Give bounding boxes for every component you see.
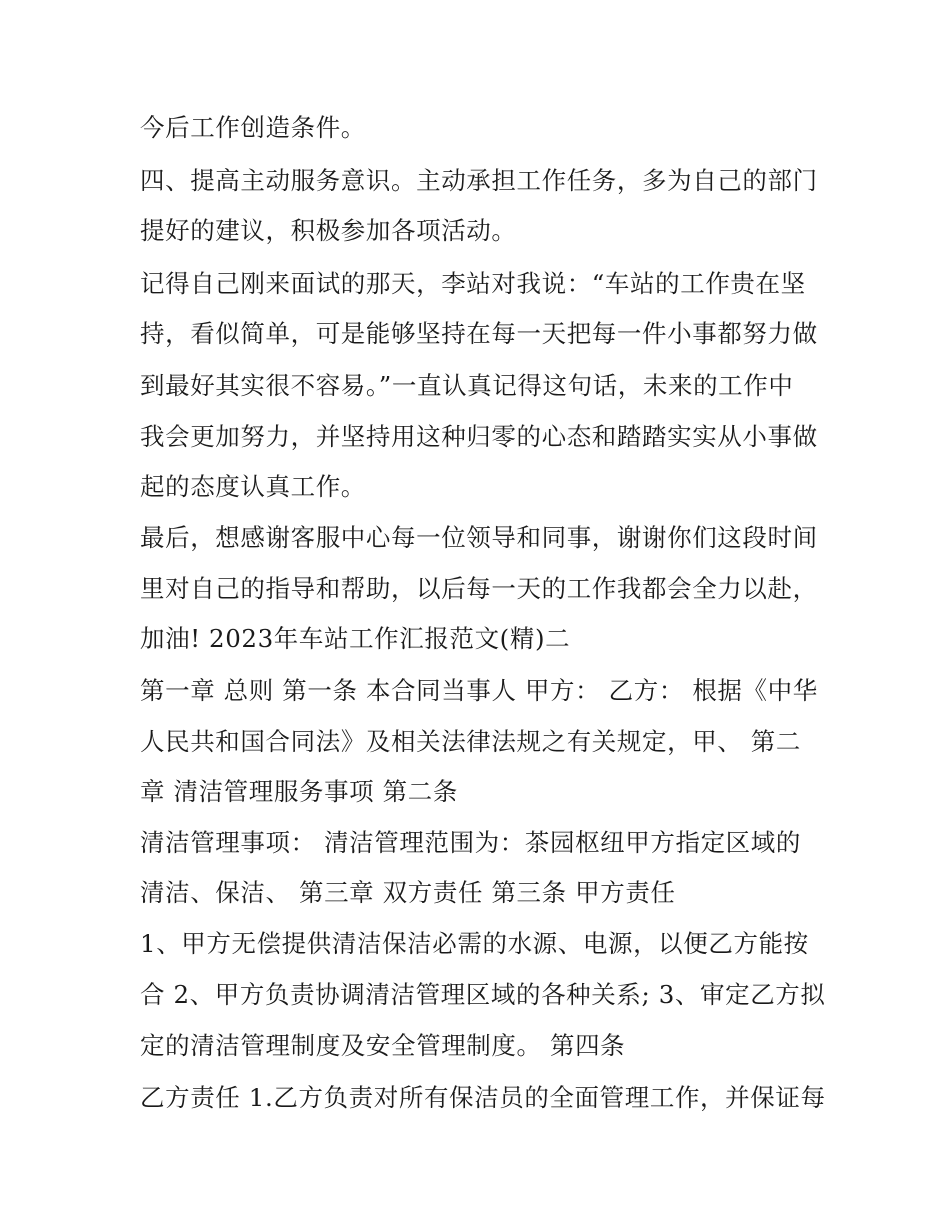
text-line: 定的清洁管理制度及安全管理制度。 第四条	[140, 1031, 626, 1060]
text-line: 清洁、保洁、 第三章 双方责任 第三条 甲方责任	[140, 878, 676, 907]
text-line: 提好的建议，积极参加各项活动。	[140, 216, 517, 245]
text-line: 持，看似简单，可是能够坚持在每一天把每一件小事都努力做	[140, 319, 818, 348]
text-line: 1、甲方无偿提供清洁保洁必需的水源、电源，以便乙方能按	[140, 929, 809, 958]
text-line: 人民共和国合同法》及相关法律法规之有关规定，甲、 第二	[140, 727, 801, 756]
text-line: 乙方责任 1.乙方负责对所有保洁员的全面管理工作，并保证每	[140, 1083, 826, 1112]
text-line: 我会更加努力，并坚持用这种归零的心态和踏踏实实从小事做	[140, 422, 818, 451]
text-line: 清洁管理事项： 清洁管理范围为：茶园枢纽甲方指定区域的	[140, 828, 801, 857]
text-line: 加油! 2023年车站工作汇报范文(精)二	[140, 624, 571, 653]
text-line: 合 2、甲方负责协调清洁管理区域的各种关系; 3、审定乙方拟	[140, 980, 826, 1009]
text-line: 最后，想感谢客服中心每一位领导和同事，谢谢你们这段时间	[140, 523, 818, 552]
text-line: 起的态度认真工作。	[140, 472, 366, 501]
text-line: 第一章 总则 第一条 本合同当事人 甲方： 乙方： 根据《中华	[140, 676, 818, 705]
text-line: 今后工作创造条件。	[140, 113, 366, 142]
text-line: 里对自己的指导和帮助，以后每一天的工作我都会全力以赴，	[140, 574, 818, 603]
text-line: 章 清洁管理服务事项 第二条	[140, 777, 458, 806]
text-line: 记得自己刚来面试的那天，李站对我说：“车站的工作贵在坚	[140, 269, 806, 298]
text-line: 到最好其实很不容易。”一直认真记得这句话，未来的工作中	[140, 371, 794, 400]
text-line: 四、提高主动服务意识。主动承担工作任务，多为自己的部门	[140, 166, 818, 195]
